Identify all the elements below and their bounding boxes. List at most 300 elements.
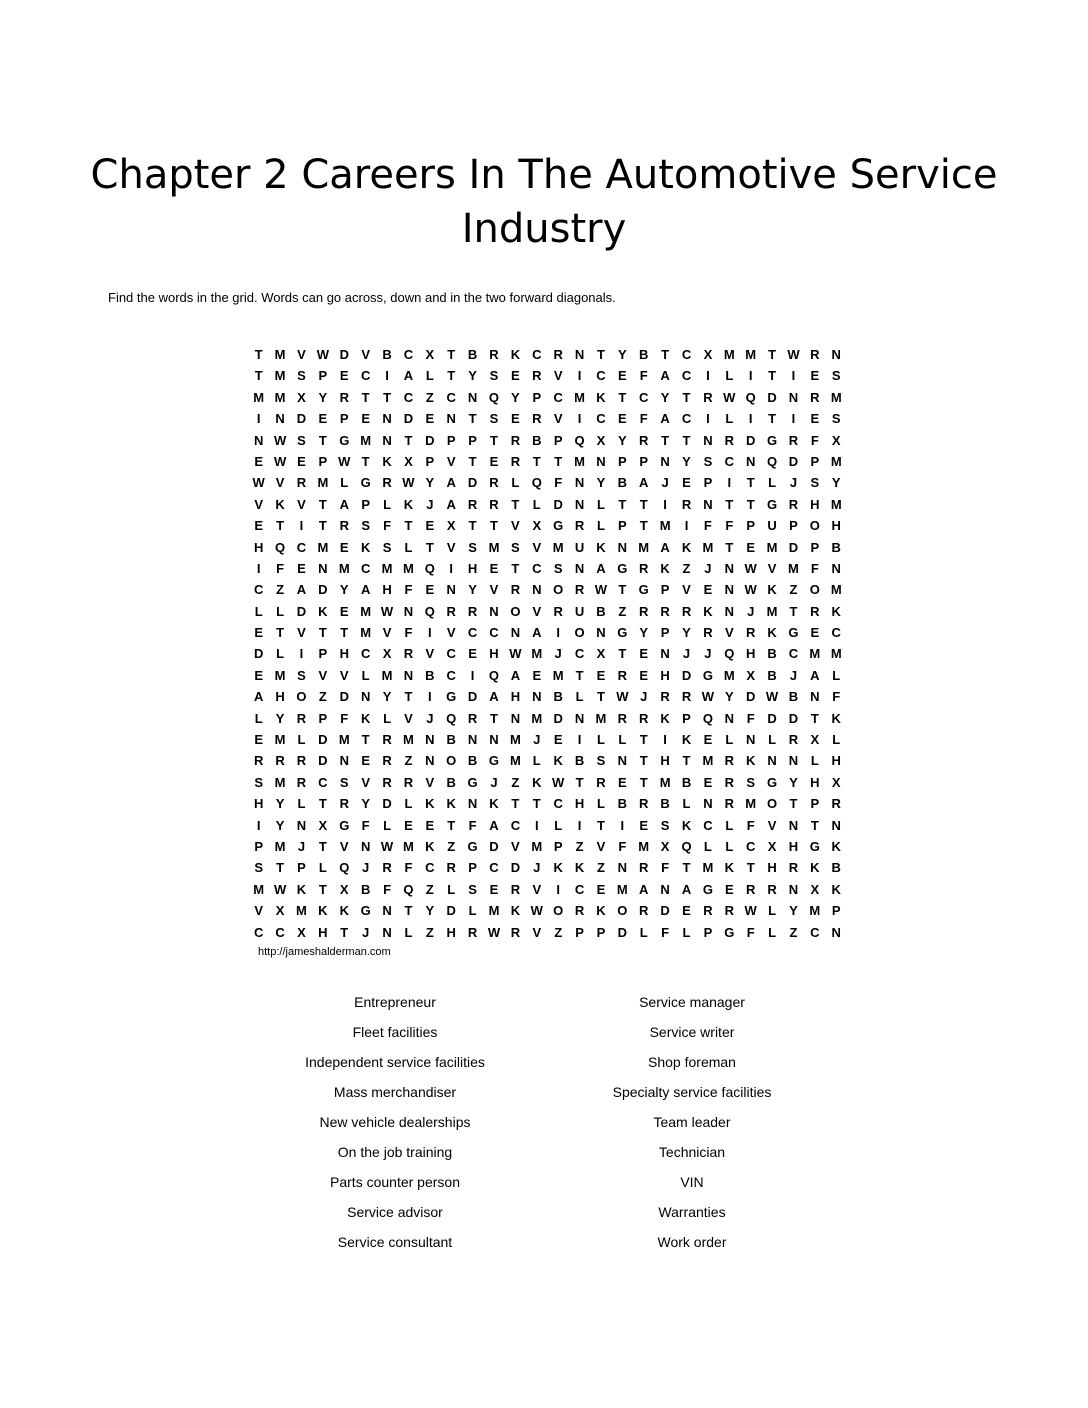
grid-letter: E bbox=[254, 518, 264, 534]
grid-letter: V bbox=[532, 924, 542, 940]
grid-letter: M bbox=[274, 838, 286, 854]
grid-letter: B bbox=[446, 732, 456, 748]
grid-letter: L bbox=[682, 796, 691, 812]
grid-letter: L bbox=[447, 881, 456, 897]
grid-letter: G bbox=[702, 667, 713, 683]
grid-letter: T bbox=[276, 860, 285, 876]
grid-letter: R bbox=[617, 667, 628, 683]
grid-letter: E bbox=[553, 732, 563, 748]
word-list-item: VIN bbox=[680, 1174, 704, 1190]
grid-letter: A bbox=[510, 667, 521, 683]
grid-letter: N bbox=[382, 924, 392, 940]
grid-letter: F bbox=[404, 582, 413, 598]
grid-letter: B bbox=[767, 667, 777, 683]
grid-letter: E bbox=[361, 753, 370, 769]
grid-letter: W bbox=[487, 924, 501, 940]
grid-letter: O bbox=[446, 753, 457, 769]
grid-letter: R bbox=[745, 625, 756, 641]
grid-letter: R bbox=[296, 753, 307, 769]
grid-letter: I bbox=[706, 411, 710, 427]
grid-letter: V bbox=[425, 774, 435, 790]
grid-letter: N bbox=[382, 432, 392, 448]
grid-letter: X bbox=[532, 518, 542, 534]
grid-letter: M bbox=[338, 732, 350, 748]
grid-letter: T bbox=[639, 732, 648, 748]
grid-letter: D bbox=[318, 732, 328, 748]
grid-letter: T bbox=[639, 753, 648, 769]
grid-letter: C bbox=[467, 625, 478, 641]
grid-letter: I bbox=[577, 732, 582, 748]
grid-letter: V bbox=[511, 518, 520, 534]
grid-letter: L bbox=[768, 475, 777, 491]
grid-letter: R bbox=[532, 368, 542, 384]
grid-letter: J bbox=[661, 475, 669, 491]
grid-letter: A bbox=[639, 881, 649, 897]
grid-letter: M bbox=[274, 732, 286, 748]
grid-letter: N bbox=[788, 753, 799, 769]
grid-letter: E bbox=[532, 667, 542, 683]
grid-letter: R bbox=[660, 603, 670, 619]
grid-letter: P bbox=[318, 453, 328, 469]
grid-letter: M bbox=[659, 774, 671, 790]
grid-letter: Y bbox=[468, 582, 477, 598]
grid-letter: T bbox=[276, 518, 285, 534]
grid-letter: C bbox=[596, 368, 606, 384]
grid-letter: S bbox=[297, 368, 306, 384]
grid-letter: R bbox=[724, 774, 734, 790]
grid-letter: T bbox=[447, 347, 456, 362]
grid-letter: K bbox=[767, 625, 777, 641]
grid-letter: X bbox=[404, 453, 413, 469]
grid-letter: D bbox=[296, 411, 307, 427]
grid-letter: R bbox=[703, 903, 713, 919]
grid-letter: T bbox=[746, 860, 755, 876]
grid-letter: S bbox=[660, 817, 670, 833]
grid-letter: Q bbox=[339, 860, 350, 876]
grid-letter: S bbox=[703, 453, 713, 469]
grid-letter: A bbox=[489, 817, 499, 833]
grid-letter: X bbox=[275, 903, 285, 919]
grid-letter: R bbox=[724, 753, 734, 769]
grid-letter: F bbox=[810, 560, 819, 576]
word-list-item: Team leader bbox=[653, 1114, 731, 1130]
grid-letter: M bbox=[552, 539, 564, 555]
grid-row bbox=[248, 686, 847, 707]
grid-letter: T bbox=[725, 539, 734, 555]
grid-letter: M bbox=[274, 774, 286, 790]
grid-letter: C bbox=[703, 817, 713, 833]
grid-letter: G bbox=[617, 560, 628, 576]
grid-letter: L bbox=[725, 732, 734, 748]
grid-row bbox=[248, 430, 847, 451]
grid-letter: B bbox=[425, 667, 435, 683]
grid-row bbox=[248, 729, 847, 750]
grid-letter: H bbox=[510, 689, 521, 705]
grid-letter: I bbox=[748, 368, 753, 384]
grid-letter: I bbox=[534, 817, 539, 833]
grid-letter: V bbox=[553, 411, 563, 427]
grid-letter: D bbox=[254, 646, 264, 662]
grid-letter: D bbox=[553, 496, 563, 512]
grid-letter: Y bbox=[425, 903, 435, 919]
grid-letter: Y bbox=[789, 903, 798, 919]
grid-letter: F bbox=[639, 368, 648, 384]
grid-letter: T bbox=[618, 496, 627, 512]
grid-letter: S bbox=[596, 753, 606, 769]
grid-letter: W bbox=[594, 582, 608, 598]
grid-letter: T bbox=[383, 389, 392, 405]
grid-letter: Z bbox=[789, 582, 798, 598]
grid-letter: F bbox=[383, 518, 392, 534]
grid-letter: A bbox=[810, 667, 820, 683]
word-list-item: Service manager bbox=[639, 994, 745, 1010]
grid-letter: Y bbox=[596, 475, 606, 491]
grid-letter: L bbox=[532, 496, 541, 512]
grid-letter: W bbox=[252, 475, 265, 491]
grid-letter: D bbox=[767, 389, 777, 405]
grid-letter: X bbox=[810, 881, 820, 897]
grid-letter: L bbox=[768, 924, 777, 940]
grid-letter: L bbox=[276, 646, 285, 662]
grid-letter: Z bbox=[318, 689, 327, 705]
grid-letter: V bbox=[553, 368, 563, 384]
grid-letter: N bbox=[788, 389, 799, 405]
grid-row bbox=[248, 408, 847, 429]
grid-letter: T bbox=[447, 368, 456, 384]
grid-letter: R bbox=[660, 689, 670, 705]
grid-letter: M bbox=[574, 389, 585, 405]
grid-letter: Z bbox=[425, 881, 434, 897]
grid-letter: E bbox=[489, 560, 499, 576]
grid-letter: N bbox=[425, 732, 435, 748]
grid-letter: D bbox=[318, 582, 328, 598]
grid-letter: A bbox=[339, 496, 349, 512]
grid-letter: X bbox=[703, 347, 713, 362]
grid-letter: G bbox=[767, 432, 778, 448]
grid-letter: Y bbox=[361, 796, 370, 812]
grid-letter: S bbox=[489, 368, 499, 384]
grid-row bbox=[248, 900, 847, 921]
grid-letter: V bbox=[446, 539, 456, 555]
grid-letter: P bbox=[596, 924, 606, 940]
grid-letter: L bbox=[768, 903, 777, 919]
grid-letter: B bbox=[382, 347, 392, 362]
grid-letter: I bbox=[256, 560, 261, 576]
grid-letter: C bbox=[446, 389, 456, 405]
grid-letter: Y bbox=[511, 389, 520, 405]
grid-letter: O bbox=[553, 582, 564, 598]
grid-letter: I bbox=[620, 817, 625, 833]
grid-letter: X bbox=[425, 347, 435, 362]
grid-letter: T bbox=[511, 560, 520, 576]
grid-letter: K bbox=[596, 903, 606, 919]
grid-letter: J bbox=[554, 646, 562, 662]
grid-letter: V bbox=[596, 838, 606, 854]
grid-letter: E bbox=[339, 603, 349, 619]
grid-letter: P bbox=[446, 432, 456, 448]
grid-letter: K bbox=[296, 881, 307, 897]
grid-letter: N bbox=[703, 796, 713, 812]
grid-letter: K bbox=[660, 710, 670, 726]
grid-letter: Y bbox=[618, 347, 627, 362]
grid-letter: Q bbox=[275, 539, 286, 555]
grid-letter: F bbox=[361, 817, 370, 833]
grid-letter: N bbox=[745, 453, 756, 469]
grid-letter: B bbox=[553, 689, 563, 705]
grid-letter: J bbox=[704, 560, 712, 576]
grid-letter: C bbox=[360, 368, 371, 384]
grid-letter: N bbox=[703, 432, 713, 448]
grid-letter: G bbox=[702, 881, 713, 897]
grid-letter: T bbox=[725, 496, 734, 512]
grid-letter: D bbox=[510, 860, 521, 876]
word-list-item: Entrepreneur bbox=[354, 994, 436, 1010]
grid-letter: M bbox=[253, 881, 265, 897]
grid-letter: K bbox=[660, 560, 670, 576]
grid-letter: C bbox=[553, 796, 563, 812]
grid-letter: O bbox=[553, 903, 564, 919]
grid-letter: M bbox=[360, 625, 372, 641]
grid-letter: E bbox=[639, 646, 649, 662]
grid-letter: D bbox=[296, 603, 307, 619]
grid-row bbox=[248, 558, 847, 579]
grid-letter: C bbox=[446, 646, 456, 662]
grid-letter: C bbox=[360, 646, 371, 662]
grid-letter: S bbox=[810, 475, 820, 491]
grid-letter: F bbox=[661, 924, 670, 940]
grid-letter: M bbox=[274, 347, 286, 362]
grid-letter: A bbox=[660, 411, 670, 427]
grid-letter: K bbox=[745, 753, 756, 769]
grid-letter: C bbox=[596, 411, 606, 427]
grid-letter: Q bbox=[446, 710, 457, 726]
grid-letter: Y bbox=[639, 625, 649, 641]
grid-letter: M bbox=[360, 432, 372, 448]
grid-letter: T bbox=[789, 603, 798, 619]
grid-letter: R bbox=[810, 603, 820, 619]
grid-letter: Q bbox=[574, 432, 585, 448]
grid-letter: R bbox=[681, 496, 692, 512]
grid-letter: R bbox=[403, 774, 414, 790]
grid-letter: G bbox=[446, 689, 457, 705]
grid-letter: A bbox=[596, 560, 606, 576]
grid-letter: A bbox=[360, 582, 371, 598]
grid-letter: F bbox=[639, 411, 648, 427]
grid-row bbox=[248, 793, 847, 814]
grid-letter: C bbox=[425, 860, 435, 876]
grid-letter: L bbox=[618, 732, 627, 748]
grid-letter: M bbox=[659, 518, 671, 534]
grid-letter: M bbox=[809, 903, 821, 919]
grid-letter: T bbox=[596, 689, 605, 705]
grid-letter: R bbox=[510, 881, 521, 897]
grid-letter: S bbox=[382, 539, 392, 555]
grid-letter: Y bbox=[339, 582, 349, 598]
grid-letter: I bbox=[577, 411, 582, 427]
word-list-item: Service consultant bbox=[337, 1234, 453, 1250]
grid-letter: R bbox=[489, 496, 499, 512]
grid-letter: I bbox=[684, 518, 689, 534]
grid-letter: R bbox=[681, 689, 692, 705]
grid-letter: K bbox=[489, 796, 499, 812]
grid-letter: A bbox=[446, 496, 456, 512]
grid-letter: R bbox=[639, 432, 649, 448]
grid-letter: N bbox=[724, 603, 734, 619]
grid-letter: V bbox=[767, 817, 777, 833]
grid-letter: Q bbox=[488, 667, 500, 683]
grid-letter: R bbox=[831, 796, 841, 812]
grid-letter: P bbox=[660, 625, 670, 641]
grid-letter: I bbox=[727, 475, 732, 491]
grid-letter: S bbox=[254, 860, 264, 876]
grid-letter: N bbox=[574, 347, 585, 362]
grid-letter: P bbox=[703, 924, 713, 940]
grid-letter: E bbox=[810, 368, 820, 384]
grid-letter: T bbox=[746, 475, 755, 491]
grid-letter: T bbox=[404, 518, 413, 534]
grid-letter: R bbox=[403, 646, 414, 662]
grid-letter: E bbox=[703, 732, 713, 748]
grid-letter: M bbox=[766, 603, 778, 619]
grid-letter: W bbox=[744, 903, 757, 919]
grid-letter: W bbox=[509, 646, 522, 662]
grid-row bbox=[248, 365, 847, 386]
grid-letter: E bbox=[254, 667, 264, 683]
grid-letter: Z bbox=[575, 838, 584, 854]
grid-letter: T bbox=[554, 453, 563, 469]
grid-letter: K bbox=[532, 774, 542, 790]
grid-letter: E bbox=[703, 774, 713, 790]
grid-letter: R bbox=[382, 774, 392, 790]
grid-letter: L bbox=[383, 817, 392, 833]
grid-letter: N bbox=[574, 496, 585, 512]
grid-letter: R bbox=[767, 881, 777, 897]
grid-letter: R bbox=[510, 924, 521, 940]
grid-row bbox=[248, 922, 847, 943]
grid-letter: R bbox=[382, 732, 392, 748]
grid-letter: P bbox=[660, 582, 670, 598]
grid-letter: H bbox=[810, 774, 820, 790]
grid-letter: V bbox=[339, 838, 349, 854]
grid-letter: N bbox=[425, 753, 435, 769]
grid-letter: Z bbox=[276, 582, 285, 598]
grid-letter: K bbox=[681, 539, 692, 555]
grid-letter: Q bbox=[424, 560, 435, 576]
grid-letter: Z bbox=[425, 924, 434, 940]
grid-letter: R bbox=[339, 796, 349, 812]
grid-letter: P bbox=[789, 518, 798, 534]
grid-letter: W bbox=[380, 838, 394, 854]
grid-letter: I bbox=[299, 646, 304, 662]
grid-letter: Q bbox=[745, 389, 756, 405]
grid-letter: V bbox=[297, 496, 306, 512]
grid-letter: C bbox=[639, 389, 649, 405]
grid-letter: I bbox=[256, 817, 261, 833]
grid-letter: T bbox=[468, 453, 477, 469]
grid-letter: N bbox=[510, 710, 521, 726]
grid-letter: V bbox=[361, 347, 370, 362]
grid-letter: G bbox=[339, 817, 350, 833]
grid-letter: K bbox=[360, 710, 371, 726]
grid-letter: S bbox=[468, 539, 477, 555]
grid-letter: V bbox=[446, 453, 456, 469]
grid-letter: R bbox=[382, 475, 392, 491]
grid-letter: L bbox=[596, 518, 605, 534]
word-list-item: Independent service facilities bbox=[305, 1054, 485, 1070]
grid-letter: R bbox=[574, 903, 585, 919]
grid-letter: N bbox=[446, 411, 456, 427]
grid-letter: F bbox=[618, 838, 627, 854]
grid-row bbox=[248, 750, 847, 771]
grid-letter: T bbox=[682, 432, 691, 448]
grid-letter: T bbox=[318, 838, 327, 854]
word-list-item: Shop foreman bbox=[648, 1054, 736, 1070]
grid-letter: P bbox=[682, 710, 691, 726]
grid-letter: D bbox=[467, 689, 478, 705]
grid-letter: L bbox=[596, 496, 605, 512]
grid-letter: M bbox=[381, 560, 393, 576]
grid-letter: H bbox=[382, 582, 392, 598]
grid-letter: N bbox=[831, 347, 841, 362]
grid-row bbox=[248, 451, 847, 472]
grid-letter: W bbox=[787, 347, 800, 362]
grid-letter: Z bbox=[554, 924, 563, 940]
grid-letter: T bbox=[361, 732, 370, 748]
grid-letter: T bbox=[768, 411, 777, 427]
grid-letter: E bbox=[297, 560, 306, 576]
grid-letter: K bbox=[724, 860, 734, 876]
grid-letter: M bbox=[317, 475, 329, 491]
grid-letter: J bbox=[426, 496, 434, 512]
grid-letter: N bbox=[446, 582, 456, 598]
grid-letter: M bbox=[488, 539, 500, 555]
grid-letter: P bbox=[553, 838, 563, 854]
grid-letter: T bbox=[490, 710, 498, 726]
grid-letter: F bbox=[746, 817, 755, 833]
grid-letter: T bbox=[746, 496, 755, 512]
grid-letter: W bbox=[765, 689, 779, 705]
grid-letter: R bbox=[788, 496, 799, 512]
grid-letter: Q bbox=[681, 838, 692, 854]
grid-letter: C bbox=[532, 347, 542, 362]
grid-letter: T bbox=[810, 710, 819, 726]
grid-letter: Q bbox=[531, 475, 542, 491]
grid-letter: X bbox=[318, 817, 328, 833]
grid-letter: C bbox=[403, 347, 414, 362]
grid-letter: A bbox=[254, 689, 264, 705]
grid-letter: E bbox=[425, 817, 435, 833]
grid-letter: L bbox=[532, 753, 541, 769]
grid-letter: E bbox=[425, 582, 435, 598]
grid-letter: R bbox=[745, 881, 756, 897]
grid-letter: W bbox=[723, 389, 736, 405]
grid-letter: K bbox=[574, 860, 585, 876]
grid-letter: I bbox=[791, 411, 796, 427]
grid-letter: L bbox=[297, 732, 306, 748]
grid-letter: P bbox=[297, 860, 306, 876]
grid-letter: Q bbox=[424, 603, 435, 619]
grid-letter: M bbox=[531, 710, 543, 726]
grid-letter: L bbox=[703, 838, 712, 854]
grid-letter: I bbox=[577, 368, 582, 384]
grid-letter: G bbox=[767, 496, 778, 512]
grid-letter: E bbox=[810, 625, 820, 641]
grid-letter: O bbox=[767, 796, 778, 812]
grid-letter: H bbox=[660, 753, 670, 769]
grid-letter: M bbox=[531, 646, 543, 662]
grid-letter: S bbox=[254, 774, 264, 790]
grid-letter: K bbox=[831, 881, 841, 897]
